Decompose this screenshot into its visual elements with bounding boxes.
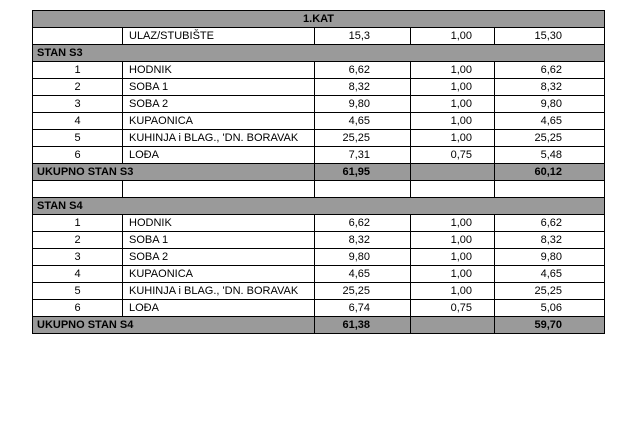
room-total: 9,80 xyxy=(495,96,605,113)
room-total: 5,48 xyxy=(495,147,605,164)
room-coefficient: 0,75 xyxy=(411,300,495,317)
entrance-no-cell xyxy=(33,28,123,45)
room-number: 5 xyxy=(33,130,123,147)
room-total: 9,80 xyxy=(495,249,605,266)
empty-cell xyxy=(33,181,123,198)
table-row xyxy=(33,113,605,130)
room-number: 3 xyxy=(33,249,123,266)
table-row xyxy=(33,215,605,232)
table-row xyxy=(33,79,605,96)
room-total: 8,32 xyxy=(495,232,605,249)
room-total: 6,62 xyxy=(495,62,605,79)
room-number: 6 xyxy=(33,300,123,317)
room-total: 25,25 xyxy=(495,130,605,147)
room-name: SOBA 1 xyxy=(123,232,315,249)
table-row xyxy=(33,96,605,113)
room-area: 8,32 xyxy=(315,79,411,96)
room-name: HODNIK xyxy=(123,215,315,232)
room-coefficient: 1,00 xyxy=(411,232,495,249)
summary-row xyxy=(33,317,605,334)
room-area: 8,32 xyxy=(315,232,411,249)
room-area: 9,80 xyxy=(315,249,411,266)
empty-cell xyxy=(123,181,315,198)
summary-empty-cell xyxy=(411,317,495,334)
room-number: 6 xyxy=(33,147,123,164)
spacer-row xyxy=(33,181,605,198)
room-total: 4,65 xyxy=(495,266,605,283)
summary-empty-cell xyxy=(411,164,495,181)
room-name: SOBA 2 xyxy=(123,249,315,266)
summary-total: 60,12 xyxy=(495,164,605,181)
summary-total: 59,70 xyxy=(495,317,605,334)
table-row xyxy=(33,130,605,147)
room-coefficient: 1,00 xyxy=(411,62,495,79)
table-row xyxy=(33,232,605,249)
summary-row xyxy=(33,164,605,181)
empty-cell xyxy=(411,181,495,198)
room-number: 2 xyxy=(33,79,123,96)
room-coefficient: 1,00 xyxy=(411,96,495,113)
room-name: SOBA 2 xyxy=(123,96,315,113)
room-area: 6,62 xyxy=(315,215,411,232)
entrance-coef: 1,00 xyxy=(411,28,495,45)
room-name: LOĐA xyxy=(123,147,315,164)
room-coefficient: 1,00 xyxy=(411,215,495,232)
room-name: KUPAONICA xyxy=(123,266,315,283)
section-header: STAN S3 xyxy=(33,45,605,62)
room-name: SOBA 1 xyxy=(123,79,315,96)
entrance-label: ULAZ/STUBIŠTE xyxy=(123,28,315,45)
room-number: 3 xyxy=(33,96,123,113)
entrance-area: 15,3 xyxy=(315,28,411,45)
table-row xyxy=(33,249,605,266)
table-row xyxy=(33,147,605,164)
room-name: LOĐA xyxy=(123,300,315,317)
section-header-row xyxy=(33,198,605,215)
room-total: 5,06 xyxy=(495,300,605,317)
room-total: 6,62 xyxy=(495,215,605,232)
title-row xyxy=(33,11,605,28)
room-area: 7,31 xyxy=(315,147,411,164)
table-row xyxy=(33,62,605,79)
summary-area: 61,95 xyxy=(315,164,411,181)
room-number: 1 xyxy=(33,215,123,232)
room-coefficient: 1,00 xyxy=(411,283,495,300)
entrance-row xyxy=(33,28,605,45)
table-row xyxy=(33,266,605,283)
room-number: 4 xyxy=(33,113,123,130)
room-coefficient: 0,75 xyxy=(411,147,495,164)
room-name: KUHINJA i BLAG., 'DN. BORAVAK xyxy=(123,283,315,300)
room-area: 9,80 xyxy=(315,96,411,113)
room-number: 4 xyxy=(33,266,123,283)
room-number: 2 xyxy=(33,232,123,249)
room-coefficient: 1,00 xyxy=(411,249,495,266)
room-number: 5 xyxy=(33,283,123,300)
room-total: 8,32 xyxy=(495,79,605,96)
table-title: 1.KAT xyxy=(33,11,605,28)
room-area: 6,74 xyxy=(315,300,411,317)
summary-area: 61,38 xyxy=(315,317,411,334)
room-number: 1 xyxy=(33,62,123,79)
room-coefficient: 1,00 xyxy=(411,79,495,96)
room-name: KUPAONICA xyxy=(123,113,315,130)
empty-cell xyxy=(495,181,605,198)
empty-cell xyxy=(315,181,411,198)
room-name: KUHINJA i BLAG., 'DN. BORAVAK xyxy=(123,130,315,147)
room-area: 6,62 xyxy=(315,62,411,79)
room-total: 25,25 xyxy=(495,283,605,300)
room-area: 25,25 xyxy=(315,130,411,147)
entrance-total: 15,30 xyxy=(495,28,605,45)
room-coefficient: 1,00 xyxy=(411,130,495,147)
room-coefficient: 1,00 xyxy=(411,113,495,130)
table-row xyxy=(33,283,605,300)
room-total: 4,65 xyxy=(495,113,605,130)
room-coefficient: 1,00 xyxy=(411,266,495,283)
room-area: 4,65 xyxy=(315,113,411,130)
table-row xyxy=(33,300,605,317)
room-area: 25,25 xyxy=(315,283,411,300)
summary-label: UKUPNO STAN S3 xyxy=(33,164,315,181)
room-area: 4,65 xyxy=(315,266,411,283)
section-header: STAN S4 xyxy=(33,198,605,215)
section-header-row xyxy=(33,45,605,62)
summary-label: UKUPNO STAN S4 xyxy=(33,317,315,334)
room-name: HODNIK xyxy=(123,62,315,79)
area-table xyxy=(32,10,605,334)
